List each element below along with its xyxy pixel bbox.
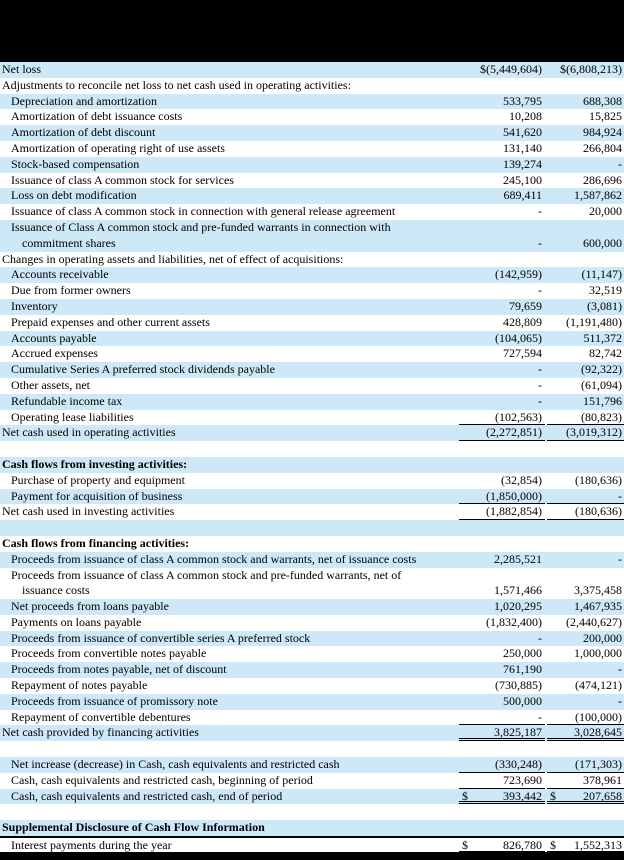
row-label: Cash, cash equivalents and restricted cash, beginning of period — [11, 772, 313, 787]
table-row — [0, 204, 624, 220]
row-label: Repayment of convertible debentures — [11, 709, 191, 724]
table-row — [0, 109, 624, 125]
table-row — [0, 425, 624, 441]
amount-cell: 378,961 — [545, 773, 624, 789]
amount-cell: (92,322) — [581, 362, 622, 377]
amount-cell: (171,303) — [545, 757, 624, 773]
row-label: Supplemental Disclosure of Cash Flow Information — [2, 820, 265, 835]
amount-cell: 3,825,187 — [457, 725, 545, 741]
amount-cell: 79,659 — [509, 298, 542, 313]
table-row — [0, 710, 624, 726]
amount-value: 207,658 — [583, 788, 622, 803]
row-label: Depreciation and amortization — [11, 93, 157, 108]
table-row — [0, 283, 624, 299]
amount-cell: (142,959) — [495, 267, 542, 282]
amount-cell: - — [618, 662, 622, 677]
amount-cell: 20,000 — [589, 204, 622, 219]
row-label: Due from former owners — [11, 283, 131, 298]
row-label: Proceeds from notes payable, net of discount — [11, 662, 227, 677]
amount-cell: 541,620 — [503, 125, 542, 140]
top-black-band — [0, 0, 624, 62]
amount-cell: 511,372 — [583, 330, 622, 345]
table-row — [0, 646, 624, 662]
amount-cell: 131,140 — [503, 140, 542, 155]
amount-cell: 151,796 — [583, 393, 622, 408]
amount-cell: (1,832,400) — [486, 614, 542, 629]
row-label-wrap: commitment shares — [22, 235, 116, 250]
amount-cell: (32,854) — [501, 472, 542, 487]
table-row — [0, 536, 624, 552]
row-label: Cumulative Series A preferred stock dividends payable — [11, 362, 275, 377]
row-label: Issuance of class A common stock for services — [11, 172, 234, 187]
dollar-sign: $ — [462, 788, 468, 803]
amount-cell: 245,100 — [503, 172, 542, 187]
row-label: Amortization of debt discount — [11, 125, 156, 140]
table-row — [0, 615, 624, 631]
amount-cell: 1,000,000 — [574, 646, 622, 661]
amount-cell: (80,823) — [545, 410, 624, 426]
row-label: Cash flows from investing activities: — [2, 456, 188, 471]
amount-cell: 723,690 — [457, 773, 545, 789]
row-label: Refundable income tax — [11, 393, 123, 408]
row-label-wrap: issuance costs — [22, 583, 90, 598]
row-label: Interest payments during the year — [11, 838, 172, 853]
amount-cell: 139,274 — [503, 156, 542, 171]
amount-cell — [545, 789, 624, 805]
table-row — [0, 220, 624, 252]
table-row — [0, 520, 624, 536]
amount-cell: 32,519 — [589, 283, 622, 298]
table-row — [0, 473, 624, 489]
row-label: Accounts payable — [11, 330, 97, 345]
table-row — [0, 315, 624, 331]
amount-cell: (1,191,480) — [566, 314, 622, 329]
row-label: Prepaid expenses and other current assets — [11, 314, 210, 329]
amount-cell: 15,825 — [589, 109, 622, 124]
table-row — [0, 757, 624, 773]
amount-cell: (180,636) — [575, 472, 622, 487]
amount-cell — [457, 789, 545, 805]
amount-cell — [457, 838, 545, 854]
amount-cell: (1,850,000) — [457, 489, 545, 505]
amount-value: 393,442 — [503, 788, 542, 803]
amount-cell: - — [538, 362, 542, 377]
amount-cell: 688,308 — [583, 93, 622, 108]
row-label: Net cash provided by financing activities — [2, 725, 199, 740]
amount-cell: 2,285,521 — [494, 551, 542, 566]
table-row — [0, 552, 624, 568]
table-row — [0, 252, 624, 268]
amount-cell: 689,411 — [503, 188, 542, 203]
amount-cell: - — [538, 204, 542, 219]
amount-cell: (3,019,312) — [545, 425, 624, 441]
amount-cell: 3,375,458 — [574, 583, 622, 598]
amount-cell: 250,000 — [503, 646, 542, 661]
amount-cell: - — [538, 377, 542, 392]
table-row — [0, 94, 624, 110]
row-label: Proceeds from convertible notes payable — [11, 646, 207, 661]
row-label: Loss on debt modification — [11, 188, 137, 203]
amount-cell: 3,028,645 — [545, 725, 624, 741]
table-row — [0, 773, 624, 789]
row-label: Accounts receivable — [11, 267, 109, 282]
table-row — [0, 173, 624, 189]
row-label: Proceeds from issuance of class A common stock and pre-funded warrants, net of issuance costs — [0, 568, 457, 600]
amount-cell: 200,000 — [583, 630, 622, 645]
amount-cell: (180,636) — [545, 504, 624, 520]
amount-value: 1,552,313 — [574, 838, 622, 853]
amount-cell: (100,000) — [545, 710, 624, 726]
amount-cell: 984,924 — [583, 125, 622, 140]
cash-flow-statement — [0, 62, 624, 852]
amount-cell: 727,594 — [503, 346, 542, 361]
table-row — [0, 504, 624, 520]
row-label: Net increase (decrease) in Cash, cash equivalents and restricted cash — [11, 757, 340, 772]
amount-cell: 428,809 — [503, 314, 542, 329]
row-label: Inventory — [11, 298, 58, 313]
row-label: Changes in operating assets and liabilities, net of effect of acquisitions: — [2, 251, 344, 266]
row-label: Amortization of operating right of use assets — [11, 140, 225, 155]
row-label: Cash, cash equivalents and restricted cash, end of period — [11, 788, 283, 803]
row-label: Other assets, net — [11, 377, 90, 392]
table-row — [0, 362, 624, 378]
amount-cell: 761,190 — [503, 662, 542, 677]
amount-cell: 600,000 — [583, 235, 622, 250]
statement-table — [0, 62, 624, 854]
table-row — [0, 804, 624, 820]
amount-cell: - — [538, 235, 542, 250]
row-label: Cash flows from financing activities: — [2, 535, 190, 550]
amount-cell: 1,571,466 — [494, 583, 542, 598]
amount-cell: 266,804 — [583, 140, 622, 155]
table-row — [0, 789, 624, 805]
table-row — [0, 78, 624, 94]
amount-cell: (474,121) — [575, 678, 622, 693]
amount-cell: - — [457, 710, 545, 726]
table-row — [0, 694, 624, 710]
amount-cell: 82,742 — [589, 346, 622, 361]
table-row — [0, 457, 624, 473]
row-label: Net cash used in operating activities — [2, 425, 176, 440]
table-row — [0, 378, 624, 394]
amount-cell: - — [618, 693, 622, 708]
table-row — [0, 62, 624, 78]
table-row — [0, 568, 624, 600]
amount-cell: 1,587,862 — [574, 188, 622, 203]
row-label: Issuance of class A common stock in connection with general release agreement — [11, 204, 396, 219]
table-row — [0, 599, 624, 615]
amount-cell: $(6,808,213) — [560, 62, 622, 76]
amount-cell — [545, 838, 624, 854]
row-label: Stock-based compensation — [11, 156, 140, 171]
amount-value: 826,780 — [503, 838, 542, 853]
table-row — [0, 662, 624, 678]
amount-cell: $(5,449,604) — [480, 62, 542, 76]
amount-cell: 1,020,295 — [494, 599, 542, 614]
row-label: Net cash used in investing activities — [2, 504, 175, 519]
row-label: Accrued expenses — [11, 346, 98, 361]
amount-cell: - — [538, 393, 542, 408]
table-row — [0, 410, 624, 426]
table-row — [0, 157, 624, 173]
table-row — [0, 125, 624, 141]
amount-cell: - — [545, 489, 624, 505]
amount-cell: (3,081) — [587, 298, 622, 313]
amount-cell: - — [618, 551, 622, 566]
table-row — [0, 820, 624, 838]
row-label: Proceeds from issuance of class A common stock and warrants, net of issuance costs — [11, 551, 417, 566]
row-label: Proceeds from issuance of convertible series A preferred stock — [11, 630, 311, 645]
table-row — [0, 631, 624, 647]
row-label: Amortization of debt issuance costs — [11, 109, 183, 124]
amount-cell: - — [538, 630, 542, 645]
amount-cell: 10,208 — [509, 109, 542, 124]
amount-cell: 1,467,935 — [574, 599, 622, 614]
amount-cell: (11,147) — [581, 267, 622, 282]
amount-cell: (61,094) — [581, 377, 622, 392]
table-row — [0, 678, 624, 694]
amount-cell: 500,000 — [503, 693, 542, 708]
table-row — [0, 141, 624, 157]
row-label: Payment for acquisition of business — [11, 488, 183, 503]
amount-cell: (730,885) — [495, 678, 542, 693]
amount-cell: - — [538, 283, 542, 298]
amount-cell: (330,248) — [457, 757, 545, 773]
table-row — [0, 299, 624, 315]
row-label: Issuance of Class A common stock and pre-funded warrants in connection with commitment shares — [0, 220, 457, 252]
table-row — [0, 441, 624, 457]
dollar-sign: $ — [550, 788, 556, 803]
amount-cell: (2,440,627) — [566, 614, 622, 629]
amount-cell: (2,272,851) — [457, 425, 545, 441]
row-label: Proceeds from issuance of promissory note — [11, 693, 218, 708]
amount-cell: 286,696 — [583, 172, 622, 187]
table-row — [0, 346, 624, 362]
amount-cell: (104,065) — [495, 330, 542, 345]
row-label: Adjustments to reconcile net loss to net cash used in operating activities: — [2, 77, 351, 92]
dollar-sign: $ — [462, 838, 468, 853]
row-label: Operating lease liabilities — [11, 409, 134, 424]
table-row — [0, 267, 624, 283]
dollar-sign: $ — [550, 838, 556, 853]
amount-cell: 533,795 — [503, 93, 542, 108]
row-label: Payments on loans payable — [11, 614, 142, 629]
table-row — [0, 741, 624, 757]
amount-cell: (1,882,854) — [457, 504, 545, 520]
table-row — [0, 489, 624, 505]
row-label: Net proceeds from loans payable — [11, 599, 169, 614]
table-row — [0, 331, 624, 347]
row-label: Purchase of property and equipment — [11, 472, 185, 487]
table-row — [0, 394, 624, 410]
table-row — [0, 725, 624, 741]
row-label: Repayment of notes payable — [11, 678, 148, 693]
amount-cell: (102,563) — [457, 410, 545, 426]
table-row — [0, 188, 624, 204]
row-label: Net loss — [2, 62, 41, 76]
amount-cell: - — [618, 156, 622, 171]
